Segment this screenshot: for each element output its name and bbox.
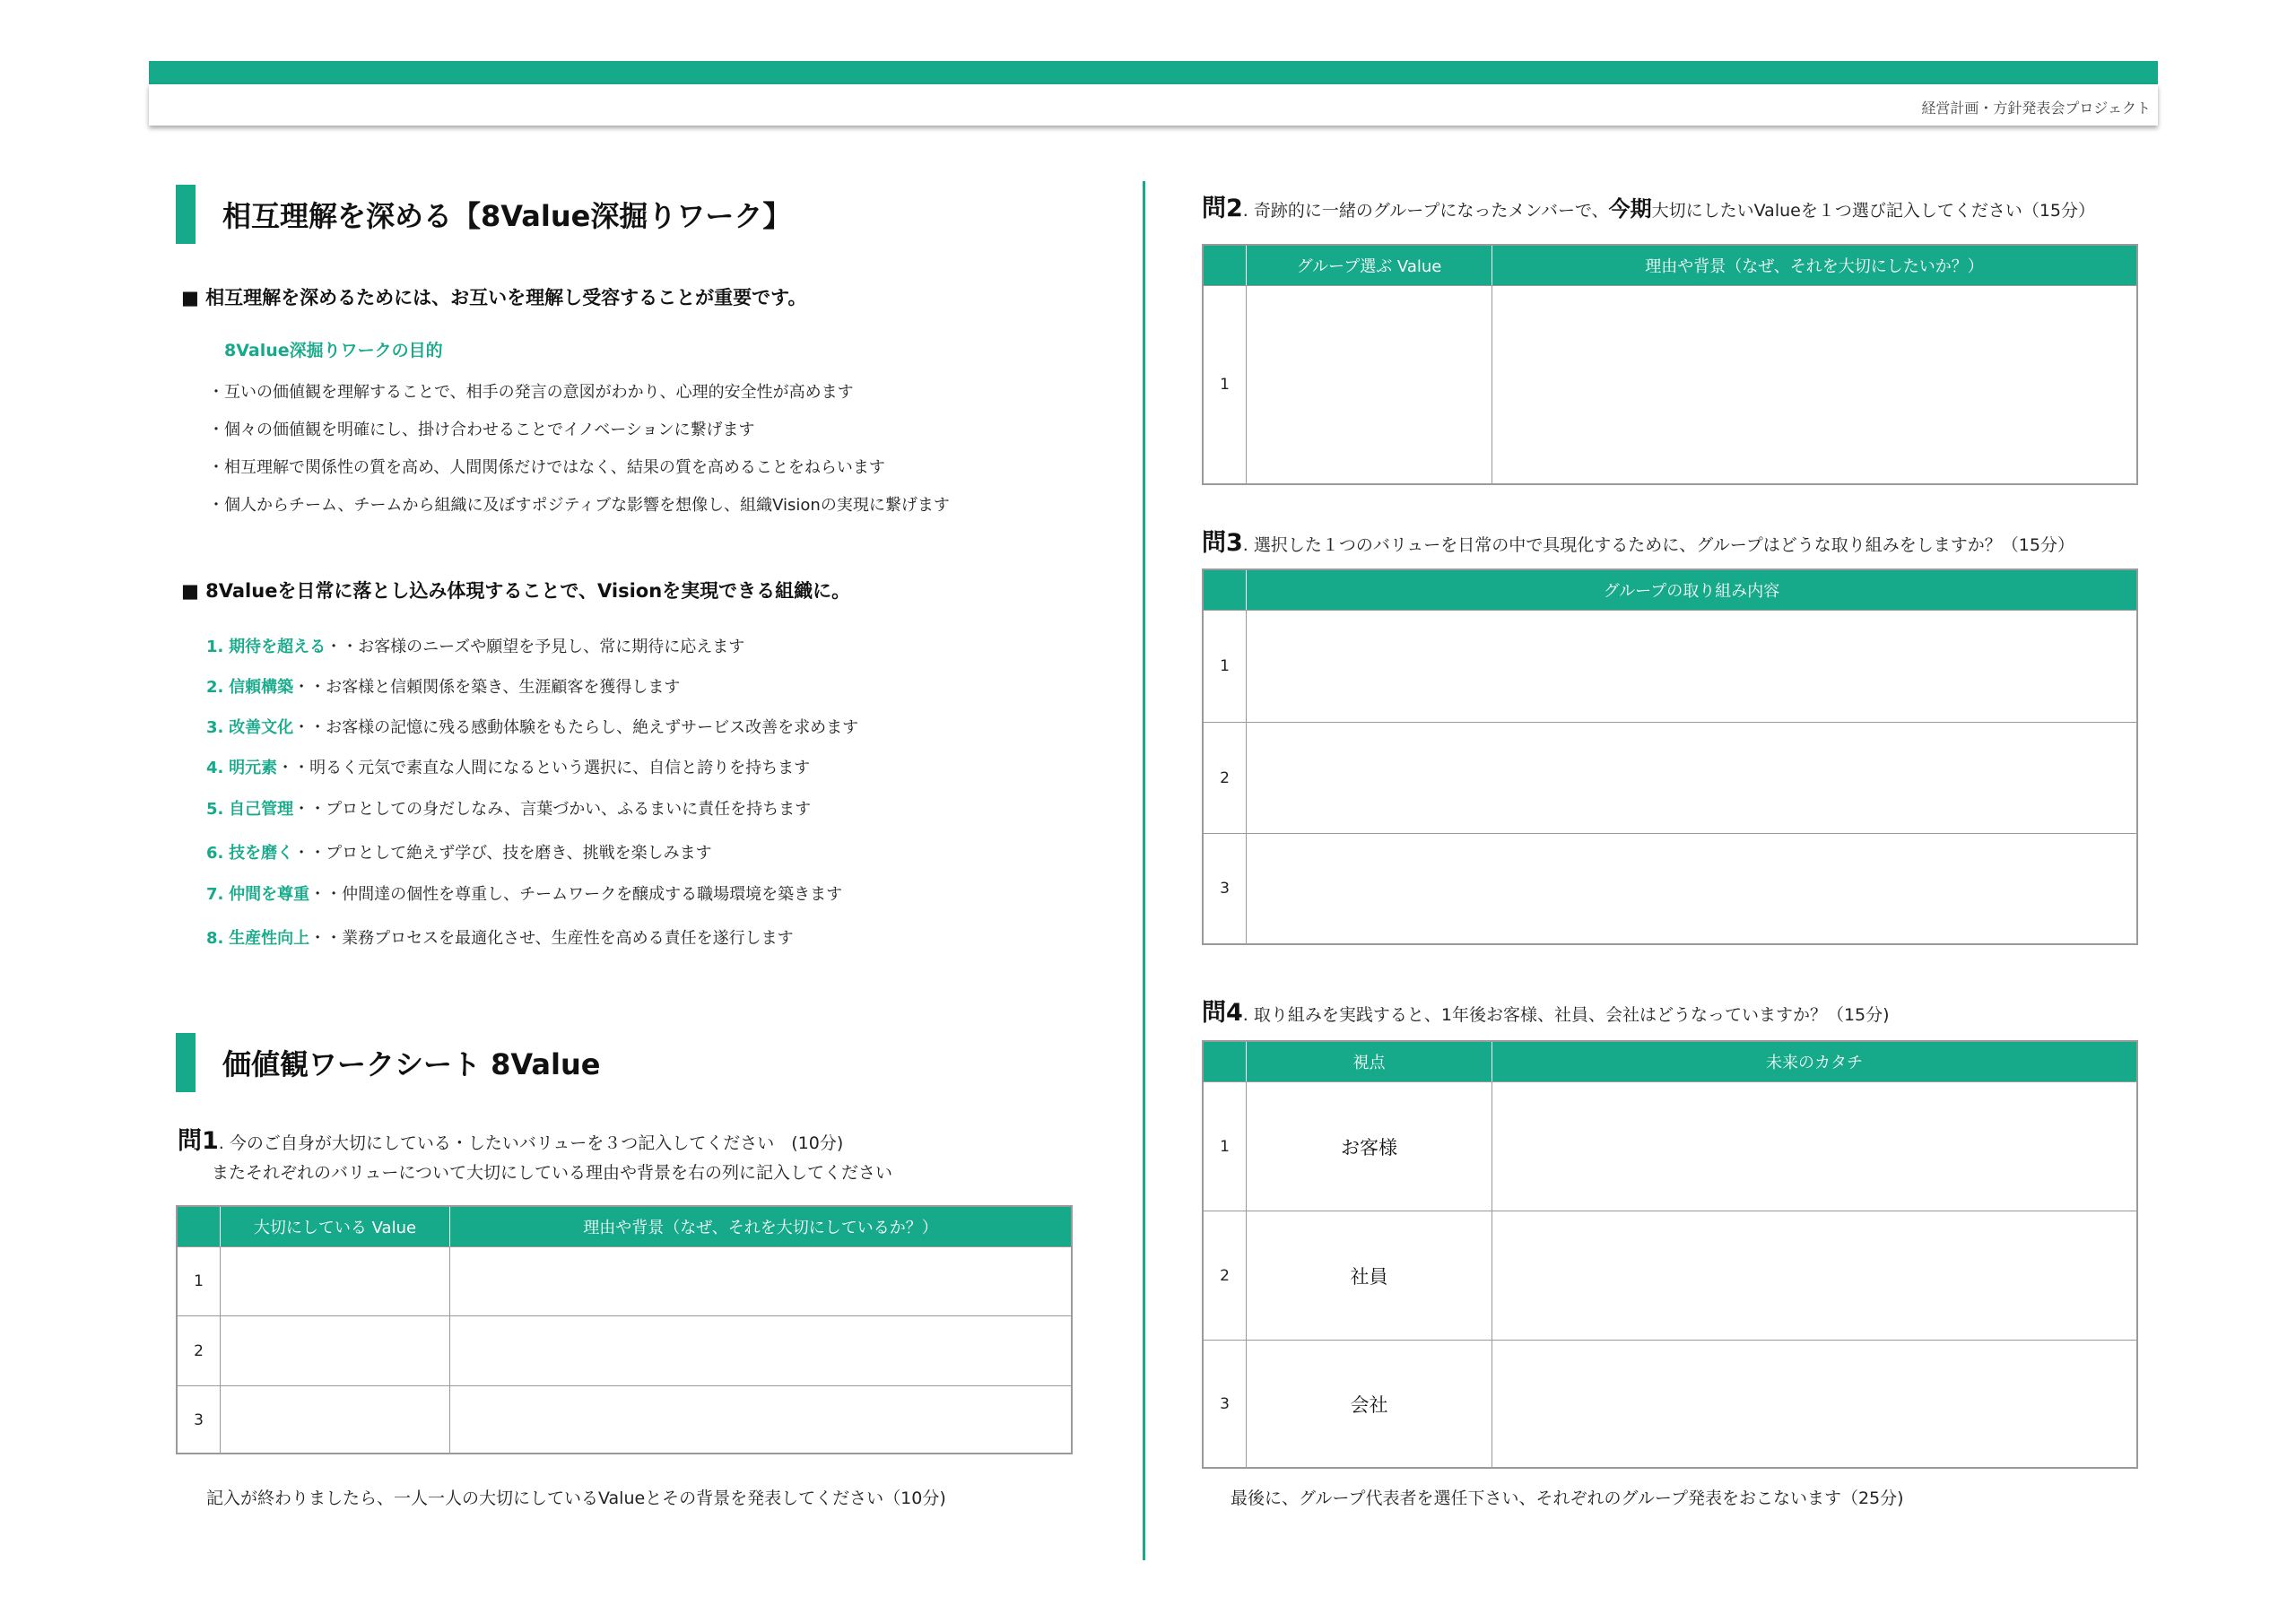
table-row: 2 (178, 1315, 1071, 1385)
table-row: 3 会社 (1204, 1340, 2136, 1467)
reason-input-cell[interactable] (1492, 286, 2136, 483)
value-input-cell[interactable] (221, 1316, 450, 1385)
value-item: 4. 明元素・・明るく元気で素直な人間になるという選択に、自信と誇りを持ちます (206, 759, 811, 777)
question-4: 問4. 取り組みを実践すると、1年後お客様、社員、会社はどうなっていますか？（15分) (1202, 999, 1890, 1027)
value-item: 7. 仲間を尊重・・仲間達の個性を尊重し、チームワークを醸成する職場環境を築きます (206, 885, 843, 904)
table-header (178, 1207, 1071, 1246)
purpose-bullet: ・相互理解で関係性の質を高め、人間関係だけではなく、結果の質を高めることをねらいます (208, 458, 885, 477)
col-header: グループの取り組み内容 (1603, 582, 1780, 601)
col-header: 未来のカタチ (1766, 1054, 1863, 1072)
table-row: 3 (178, 1385, 1071, 1454)
table-row: 1 お客様 (1204, 1081, 2136, 1211)
section-title: 相互理解を深める【8Value深掘りワーク】 (222, 199, 792, 233)
col-header: 大切にしている Value (221, 1207, 450, 1246)
value-item: 5. 自己管理・・プロとしての身だしなみ、言葉づかい、ふるまいに責任を持ちます (206, 800, 812, 819)
question-2: 問2. 奇跡的に一緒のグループになったメンバーで、今期大切にしたいValueを１つ選び記入してください（15分） (1202, 195, 2096, 222)
q4-table (1202, 1040, 2138, 1469)
lead-statement-8value: ■ 8Valueを日常に落とし込み体現することで、Visionを実現できる組織に。 (181, 580, 851, 602)
initiative-input-cell[interactable] (1247, 611, 2136, 722)
table-row: 1 (1204, 610, 2136, 722)
initiative-input-cell[interactable] (1247, 834, 2136, 943)
page-header (149, 84, 2158, 126)
perspective-label: 社員 (1247, 1211, 1492, 1340)
value-item: 8. 生産性向上・・業務プロセスを最適化させ、生産性を高める責任を遂行します (206, 929, 794, 948)
reason-input-cell[interactable] (450, 1247, 1071, 1315)
section-marker (176, 1033, 196, 1092)
q1-table (176, 1205, 1073, 1454)
value-item: 3. 改善文化・・お客様の記憶に残る感動体験をもたらし、絶えずサービス改善を求めます (206, 718, 859, 737)
value-input-cell[interactable] (221, 1247, 450, 1315)
value-input-cell[interactable] (1247, 286, 1492, 483)
value-item: 6. 技を磨く・・プロとして絶えず学び、技を磨き、挑戦を楽しみます (206, 844, 712, 863)
purpose-bullet: ・個人からチーム、チームから組織に及ぼすポジティブな影響を想像し、組織Visionの実現に繋げます (208, 496, 950, 515)
question-1: 問1. 今のご自身が大切にしている・したいバリューを３つ記入してください (10分) (178, 1127, 844, 1155)
reason-input-cell[interactable] (450, 1316, 1071, 1385)
project-name: 経営計画・方針発表会プロジェクト (1921, 100, 2151, 117)
lead-statement: ■ 相互理解を深めるためには、お互いを理解し受容することが重要です。 (181, 287, 807, 308)
table-header (1204, 1042, 2136, 1081)
perspective-label: お客様 (1247, 1082, 1492, 1211)
value-item: 2. 信頼構築・・お客様と信頼関係を築き、生涯顧客を獲得します (206, 678, 681, 697)
col-header: 視点 (1247, 1042, 1492, 1081)
purpose-bullet: ・互いの価値観を理解することで、相手の発言の意図がわかり、心理的安全性が高めます (208, 383, 854, 402)
q1-note: 記入が終わりましたら、一人一人の大切にしているValueとその背景を発表してください（10分) (206, 1488, 946, 1508)
section-heading-mutual-understanding (176, 185, 791, 244)
question-3: 問3. 選択した１つのバリューを日常の中で具現化するために、グループはどうな取り組みをしますか？（15分） (1202, 529, 2074, 557)
column-divider (1143, 181, 1145, 1560)
table-row: 1 (1204, 285, 2136, 483)
future-input-cell[interactable] (1492, 1341, 2136, 1467)
value-input-cell[interactable] (221, 1386, 450, 1454)
table-row: 2 社員 (1204, 1211, 2136, 1340)
reason-input-cell[interactable] (450, 1386, 1071, 1454)
table-row: 3 (1204, 833, 2136, 943)
q3-table (1202, 568, 2138, 945)
perspective-label: 会社 (1247, 1341, 1492, 1467)
initiative-input-cell[interactable] (1247, 723, 2136, 833)
section-marker (176, 185, 196, 244)
final-note: 最後に、グループ代表者を選任下さい、それぞれのグループ発表をおこないます（25分) (1231, 1488, 1904, 1508)
section-title: 価値観ワークシート 8Value (222, 1047, 601, 1081)
col-header: 理由や背景（なぜ、それを大切にしているか？） (583, 1219, 938, 1237)
header-accent-bar (149, 61, 2158, 84)
purpose-bullet: ・個々の価値観を明確にし、掛け合わせることでイノベーションに繋げます (208, 421, 755, 439)
q2-table (1202, 244, 2138, 485)
col-header: 理由や背景（なぜ、それを大切にしたいか？） (1645, 257, 1984, 276)
question-1-sub: またそれぞれのバリューについて大切にしている理由や背景を右の列に記入してください (212, 1163, 893, 1183)
table-row: 1 (178, 1246, 1071, 1315)
future-input-cell[interactable] (1492, 1211, 2136, 1340)
table-header (1204, 246, 2136, 285)
table-header (1204, 570, 2136, 610)
table-row: 2 (1204, 722, 2136, 833)
future-input-cell[interactable] (1492, 1082, 2136, 1211)
section-heading-worksheet (176, 1033, 600, 1092)
col-header: グループ選ぶ Value (1247, 246, 1492, 285)
value-item: 1. 期待を超える・・お客様のニーズや願望を予見し、常に期待に応えます (206, 638, 745, 656)
purpose-title: 8Value深掘りワークの目的 (224, 341, 443, 360)
